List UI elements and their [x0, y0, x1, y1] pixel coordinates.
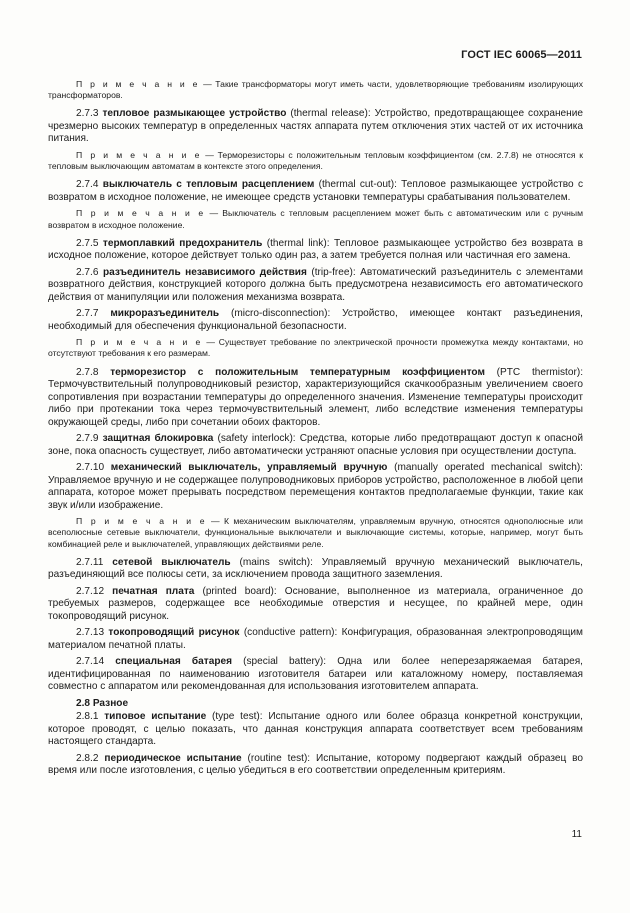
clause-number: 2.7.11: [76, 556, 104, 568]
clause-number: 2.8.1: [76, 711, 99, 723]
definition-paragraph: [48, 462, 583, 512]
definition-text: (manually operated mechanical switch): Управляемое вручную и не содержащее полупроводниковых приборов устройство, расположенное в любой цепи аппарата, которое может прерывать посредством перемещения контактов предполагаемые функции, такие как звук и/или изображение.: [48, 462, 583, 511]
definition-paragraph: [48, 433, 583, 458]
definition-text: (special battery): Одна или более неперезаряжаемая батарея, идентифицированная по наименованию изготовителя батареи или каталожному номеру, поставляемая совместно с аппаратом или рекомендованная для использования изготовителем аппарата.: [48, 656, 583, 693]
note-text: Существует требование по электрической прочности промежутка между контактами, но отсутствуют требования к его размерам.: [48, 337, 583, 359]
definition-paragraph: [48, 238, 583, 263]
clause-number: 2.7.5: [76, 237, 99, 249]
clause-number: 2.7.3: [76, 108, 99, 120]
definition-text: (micro-disconnection): Устройство, имеющее контакт разъединения, необходимый для обеспечения функциональной безопасности.: [48, 308, 583, 332]
clause-number: 2.7.10: [76, 462, 105, 474]
note-label: П р и м е ч а н и е: [76, 208, 206, 219]
note-separator: —: [206, 516, 224, 527]
note-text: Такие трансформаторы могут иметь части, удовлетворяющие требованиям изолирующих трансформаторов.: [48, 79, 583, 101]
clause-number: 2.7.8: [76, 366, 99, 378]
definition-paragraph: [48, 179, 583, 204]
note-paragraph: [48, 208, 583, 230]
defined-term: тепловое размыкающее устройство: [102, 108, 287, 120]
note-separator: —: [201, 149, 218, 160]
note-paragraph: [48, 150, 583, 172]
definition-paragraph: [48, 557, 583, 582]
definition-text: (thermal release): Устройство, предотвращающее сохранение чрезмерно высоких температур в определенных частях аппарата путем отключения этих частей от их источника питания.: [48, 108, 584, 145]
note-label: П р и м е ч а н и е: [76, 516, 207, 527]
definition-paragraph: [48, 586, 583, 624]
defined-term: защитная блокировка: [102, 433, 214, 445]
definition-text: (safety interlock): Средства, которые либо предотвращают доступ к опасной зоне, пока опасность существует, либо автоматически устраняют опасные условия при осуществлении доступа.: [48, 433, 583, 457]
clause-number: 2.7.4: [76, 179, 99, 191]
note-separator: —: [205, 208, 223, 219]
section-heading: 2.8 Разное: [76, 697, 129, 709]
document-code-header: ГОСТ IEC 60065—2011: [461, 49, 582, 61]
clause-number: 2.7.7: [76, 308, 99, 320]
clause-number: 2.8.2: [76, 752, 99, 764]
definition-text: (thermal link): Тепловое размыкающее устройство без возврата в исходное положение, которое действует только один раз, а затем требуется полная или частичная его замена.: [48, 237, 584, 262]
clause-number: 2.7.6: [76, 266, 99, 278]
definition-paragraph: [48, 108, 583, 146]
definition-paragraph: [48, 367, 583, 430]
clause-number: 2.7.9: [76, 433, 99, 445]
note-label: П р и м е ч а н и е: [76, 149, 202, 160]
note-separator: —: [199, 79, 216, 89]
definition-paragraph: [48, 308, 583, 333]
defined-term: терморезистор с положительным температурным коэффициентом: [110, 366, 485, 378]
clause-number: 2.7.12: [76, 585, 105, 597]
defined-term: микроразъединитель: [110, 308, 220, 320]
note-text: К механическим выключателям, управляемым вручную, относятся однополюсные или всеполюсные сетевые выключатели, функциональные выключатели и выключающие системы, которые, например, могут быть комбинацией реле и выключателей, управляющих действиями реле.: [48, 516, 583, 549]
note-separator: —: [202, 337, 219, 348]
definition-paragraph: [48, 656, 583, 694]
clause-number: 2.7.13: [76, 627, 105, 639]
defined-term: механический выключатель, управляемый вручную: [110, 462, 388, 474]
page-number: 11: [571, 829, 582, 840]
defined-term: печатная плата: [112, 585, 195, 597]
definition-paragraph: [48, 753, 583, 778]
definition-paragraph: [48, 627, 583, 652]
defined-term: периодическое испытание: [104, 752, 242, 764]
definition-text: (mains switch): Управляемый вручную механический выключатель, разъединяющий все полюсы сети, за исключением провода защитного заземления.: [48, 556, 583, 581]
document-body: [48, 76, 583, 782]
clause-number: 2.7.14: [76, 656, 105, 668]
defined-term: типовое испытание: [104, 711, 207, 723]
defined-term: сетевой выключатель: [112, 556, 231, 568]
note-paragraph: [48, 337, 583, 359]
note-text: Выключатель с тепловым расцеплением может быть с автоматическим или с ручным возвратом в исходное положение.: [48, 208, 583, 230]
definition-paragraph: [48, 267, 583, 305]
definition-paragraph: [48, 711, 583, 749]
definition-text: (printed board): Основание, выполненное из материала, ограниченное до требуемых размеров, содержащее все необходимые отверстия и несущее, по крайней мере, один токопроводящий рисунок.: [48, 585, 584, 622]
defined-term: термоплавкий предохранитель: [102, 237, 263, 249]
definition-text: (thermal cut-out): Тепловое размыкающее устройство с возвратом в исходное положение, не имеющее средств установки температуры срабатывания пользователем.: [48, 179, 583, 203]
note-label: П р и м е ч а н и е: [76, 79, 200, 89]
note-paragraph: [48, 79, 583, 101]
defined-term: разъединитель независимого действия: [102, 266, 307, 278]
defined-term: выключатель с тепловым расцеплением: [102, 179, 315, 191]
definition-text: (PTC thermistor): Термочувствительный полупроводниковый резистор, характеризующийся скачкообразным увеличением своего сопротивления при возрастании температуры до определенного значения. Изменение температуры происходит либо при протекании тока через термочувствительный элемент, либо вследствие изменения температуры окружающей среды, либо при сочетании обоих факторов.: [48, 366, 583, 428]
note-label: П р и м е ч а н и е: [76, 337, 203, 348]
definition-text: (type test): Испытание одного или более образца конкретной конструкции, которое проводят, с целью показать, что данная конструкция аппарата соответствует всем требованиям настоящего стандарта.: [48, 711, 583, 748]
defined-term: токопроводящий рисунок: [108, 627, 240, 639]
definition-text: (conductive pattern): Конфигурация, образованная электропроводящим материалом печатной платы.: [48, 627, 583, 651]
defined-term: специальная батарея: [115, 656, 232, 668]
note-paragraph: [48, 516, 583, 550]
definition-text: (routine test): Испытание, которому подвергают каждый образец во время или после изготовления, с целью убедиться в его соответствии определенным критериям.: [48, 752, 583, 777]
note-text: Терморезисторы с положительным тепловым коэффициентом (см. 2.7.8) не относятся к тепловым выключающим автоматам в контексте этого определения.: [48, 149, 583, 172]
definition-text: (trip-free): Автоматический разъединитель с элементами возвратного действия, конструкцией которого должна быть предусмотрена независимость его автоматического действия от манипуляции или положения механизма возврата.: [48, 266, 583, 303]
